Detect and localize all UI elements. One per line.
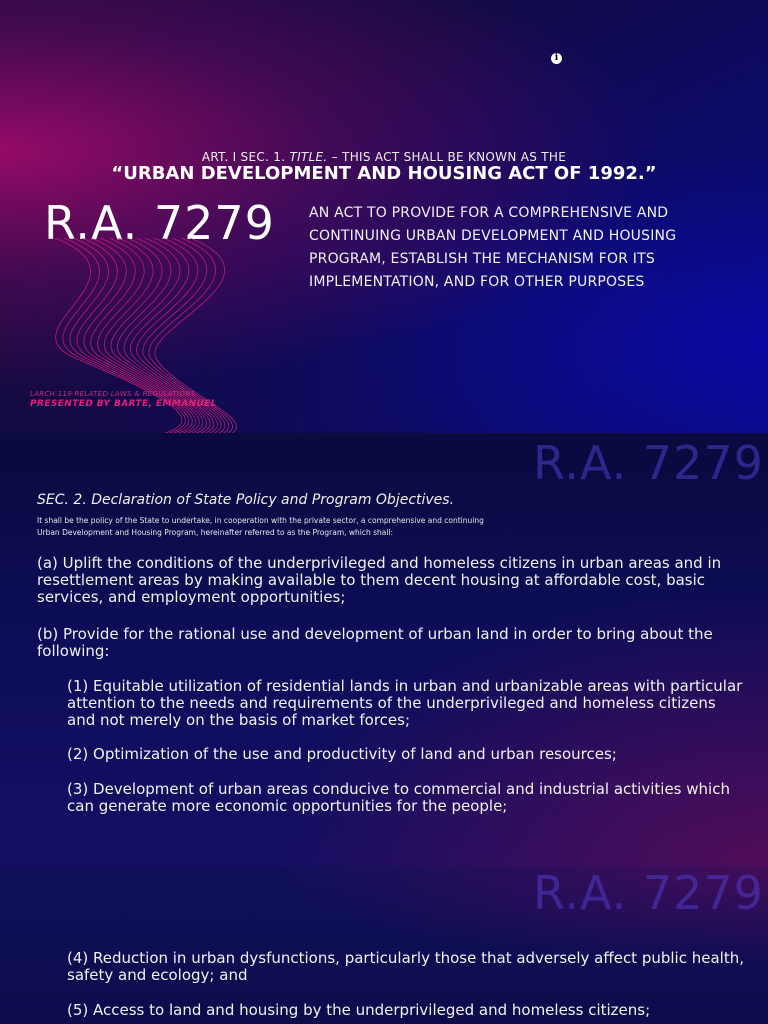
presenter-label: PRESENTED BY BARTE, EMMANUEL (30, 399, 217, 409)
policy-slide (0, 433, 768, 866)
policy-slide-continued (0, 866, 768, 1024)
item-b: (b) Provide for the rational use and development of urban land in order to bring about the following: (37, 625, 713, 660)
section-2-intro: It shall be the policy of the State to undertake, in cooperation with the private sector, a comprehensive and continuing Urban Development and Housing Program, hereinafter referred to as the Program, which shall: (37, 516, 484, 537)
act-title: “URBAN DEVELOPMENT AND HOUSING ACT OF 1992.” (111, 163, 657, 184)
section-1-label: ART. I SEC. 1. TITLE. – THIS ACT SHALL BE KNOWN AS THE (201, 150, 567, 164)
item-1: (1) Equitable utilization of residential lands in urban and urbanizable areas with particular attention to the needs and requirements of the underprivileged and homeless citizens and not merely on the basis of market forces; (67, 677, 743, 729)
course-label: LARCH 119 RELATED LAWS & REGULATIONS (30, 390, 196, 398)
ra-watermark: R.A. 7279 (533, 866, 764, 920)
item-a: (a) Uplift the conditions of the underprivileged and homeless citizens in urban areas and in resettlement areas by making available to them decent housing at affordable cost, basic services, and employment opportunities; (37, 554, 722, 606)
item-5: (5) Access to land and housing by the underprivileged and homeless citizens; (67, 1001, 651, 1019)
ra-watermark: R.A. 7279 (533, 436, 764, 490)
act-description: AN ACT TO PROVIDE FOR A COMPREHENSIVE AND CONTINUING URBAN DEVELOPMENT AND HOUSING PROGRAM, ESTABLISH THE MECHANISM FOR ITS IMPLEMENTATION, AND FOR OTHER PURPOSES (309, 205, 677, 290)
item-3: (3) Development of urban areas conducive to commercial and industrial activities which can generate more economic opportunities for the people; (67, 780, 730, 815)
title-slide (0, 0, 768, 433)
item-4: (4) Reduction in urban dysfunctions, particularly those that adversely affect public health, safety and ecology; and (67, 949, 744, 984)
item-2: (2) Optimization of the use and productivity of land and urban resources; (67, 745, 617, 763)
info-icon[interactable]: i (551, 53, 562, 64)
section-2-heading: SEC. 2. Declaration of State Policy and Program Objectives. (37, 492, 455, 508)
ra-number: R.A. 7279 (44, 196, 275, 250)
